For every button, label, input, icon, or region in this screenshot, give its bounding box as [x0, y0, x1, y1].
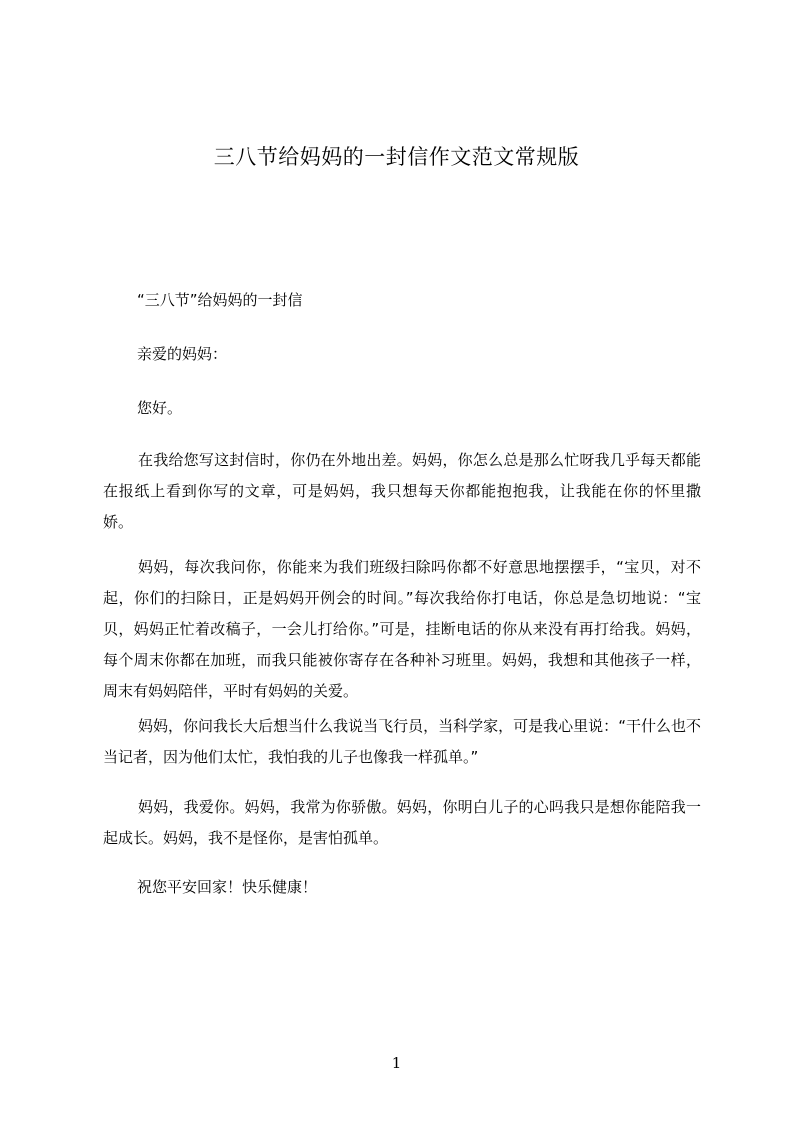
page-number: 1 — [391, 1054, 402, 1072]
paragraph-3: 妈妈，你问我长大后想当什么我说当飞行员，当科学家，可是我心里说：“干什么也不当记者，因为他们太忙，我怕我的儿子也像我一样孤单。” — [103, 717, 701, 766]
letter-heading: “三八节”给妈妈的一封信 — [137, 291, 303, 309]
paragraph-1: 在我给您写这封信时，你仍在外地出差。妈妈，你怎么总是那么忙呀我几乎每天都能在报纸上看到你写的文章，可是妈妈，我只想每天你都能抱抱我，让我能在你的怀里撒娇。 — [103, 451, 701, 531]
greeting: 您好。 — [137, 399, 183, 417]
document-title: 三八节给妈妈的一封信作文范文常规版 — [213, 145, 580, 169]
closing: 祝您平安回家！快乐健康！ — [137, 878, 318, 896]
paragraph-2: 妈妈，每次我问你，你能来为我们班级扫除吗你都不好意思地摆摆手，“宝贝，对不起，你们的扫除日，正是妈妈开例会的时间。”每次我给你打电话，你总是急切地说：“宝贝，妈妈正忙着改稿子，一会儿打给你。”可是，挂断电话的你从来没有再打给我。妈妈，每个周末你都在加班，而我只能被你寄存在各种补习班里。妈妈，我想和其他孩子一样，周末有妈妈陪伴，平时有妈妈的关爱。 — [103, 558, 701, 700]
salutation: 亲爱的妈妈： — [137, 345, 228, 363]
paragraph-4: 妈妈，我爱你。妈妈，我常为你骄傲。妈妈，你明白儿子的心吗我只是想你能陪我一起成长。妈妈，我不是怪你，是害怕孤单。 — [103, 798, 701, 847]
